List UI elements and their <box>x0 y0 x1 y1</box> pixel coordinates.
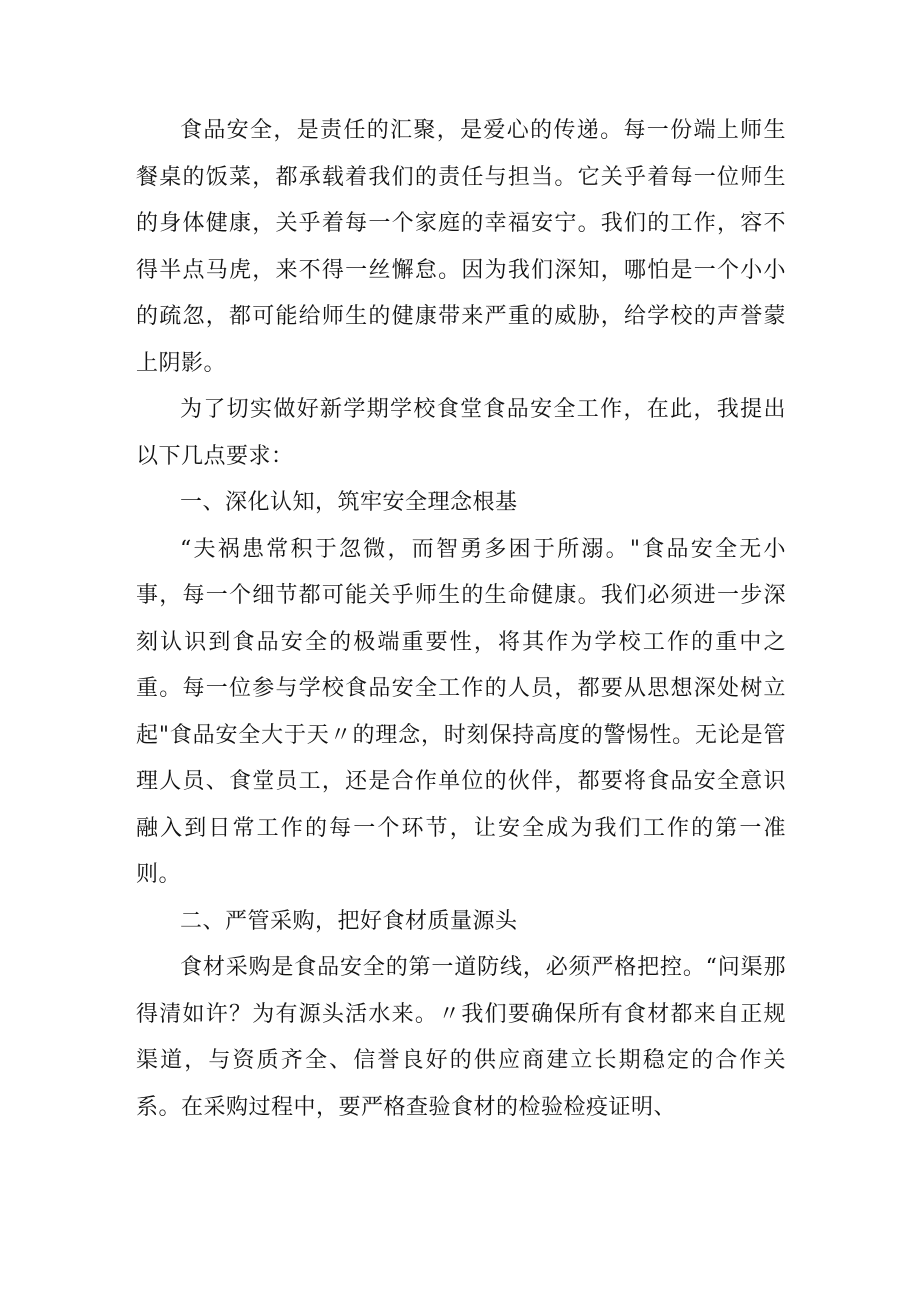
section-heading-1: 一、深化认知，筑牢安全理念根基 <box>180 490 518 515</box>
section-heading-2: 二、严管采购，把好食材质量源头 <box>180 908 518 934</box>
document-body <box>136 108 786 1131</box>
paragraph-requirements-lead: 为了切实做好新学期学校食堂食品安全工作，在此，我提出以下几点要求： <box>136 397 786 469</box>
paragraph-section-2: 食材采购是食品安全的第一道防线，必须严格把控。“问渠那得清如许？为有源头活水来。〃我们要确保所有食材都来自正规渠道，与资质齐全、信誉良好的供应商建立长期稳定的合作关系。在采购过程中，要严格查验食材的检验检疫证明、 <box>136 955 786 1120</box>
paragraph-intro: 食品安全，是责任的汇聚，是爱心的传递。每一份端上师生餐桌的饭菜，都承载着我们的责任与担当。它关乎着每一位师生的身体健康，关乎着每一个家庭的幸福安宁。我们的工作，容不得半点马虎，来不得一丝懈怠。因为我们深知，哪怕是一个小小的疏忽，都可能给师生的健康带来严重的威胁，给学校的声誉蒙上阴影。 <box>136 118 786 376</box>
paragraph-section-1: “夫祸患常积于忽微，而智勇多困于所溺。"食品安全无小事，每一个细节都可能关乎师生的生命健康。我们必须进一步深刻认识到食品安全的极端重要性，将其作为学校工作的重中之重。每一位参与学校食品安全工作的人员，都要从思想深处树立起"食品安全大于天〃的理念，时刻保持高度的警惕性。无论是管理人员、食堂员工，还是合作单位的伙伴，都要将食品安全意识融入到日常工作的每一个环节，让安全成为我们工作的第一准则。 <box>136 536 786 887</box>
